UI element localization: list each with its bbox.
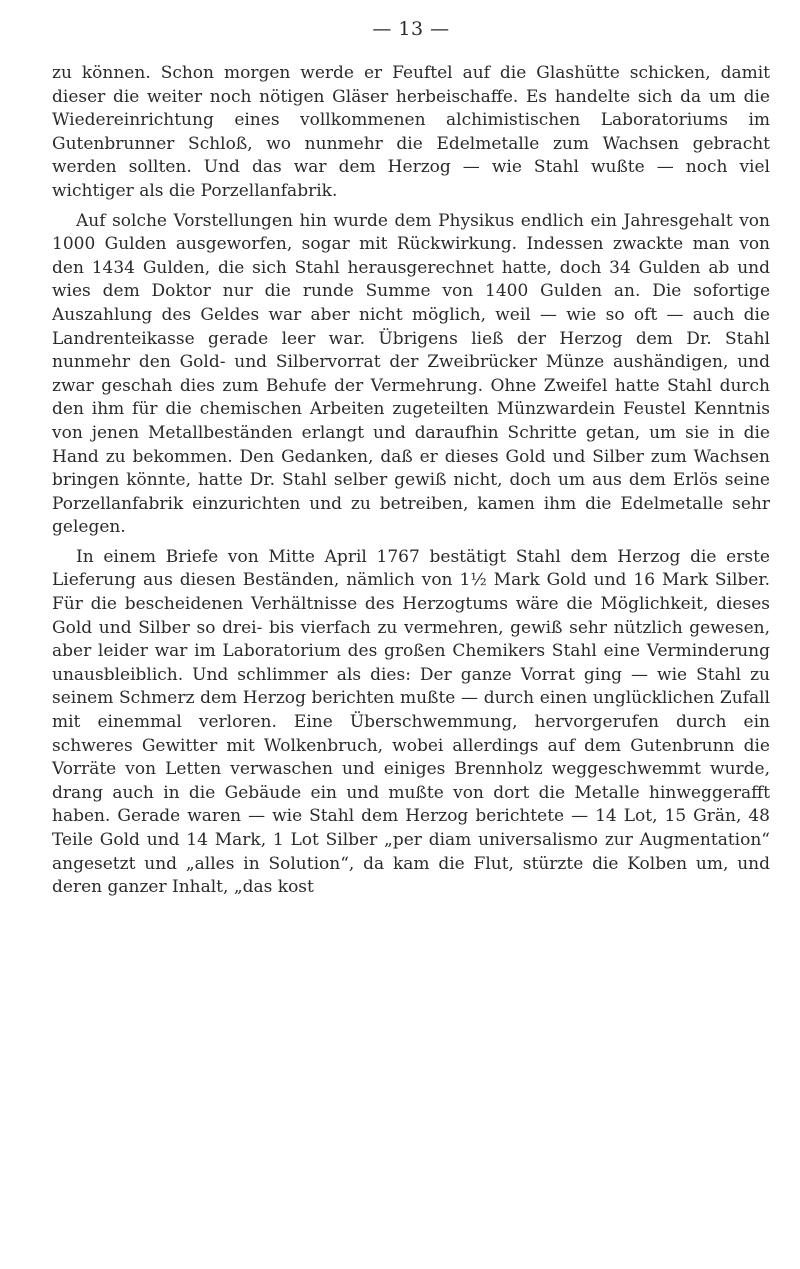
book-page [52, 18, 770, 900]
paragraph-3: In einem Briefe von Mitte April 1767 bestätigt Stahl dem Herzog die erste Lieferung aus diesen Beständen, nämlich von 1½ Mark Gold und 16 Mark Silber. Für die bescheidenen Verhältnisse des Herzogtums wäre die Möglichkeit, dieses Gold und Silber so drei- bis vierfach zu vermehren, gewiß sehr nützlich gewesen, aber leider war im Laboratorium des großen Chemikers Stahl eine Verminderung unausbleiblich. Und schlimmer als dies: Der ganze Vorrat ging — wie Stahl zu seinem Schmerz dem Herzog berichten mußte — durch einen unglücklichen Zufall mit einemmal verloren. Eine Überschwemmung, hervorgerufen durch ein schweres Gewitter mit Wolkenbruch, wobei allerdings auf dem Gutenbrunn die Vorräte von Letten verwaschen und einiges Brennholz weggeschwemmt wurde, drang auch in die Gebäude ein und mußte von dort die Metalle hinweggerafft haben. Gerade waren — wie Stahl dem Herzog berichtete — 14 Lot, 15 Grän, 48 Teile Gold und 14 Mark, 1 Lot Silber „per diam universalismo zur Augmentation“ angesetzt und „alles in Solution“, da kam die Flut, stürzte die Kolben um, und deren ganzer Inhalt, „das kost [52, 546, 770, 898]
paragraph-2: Auf solche Vorstellungen hin wurde dem Physikus endlich ein Jahresgehalt von 1000 Gulden ausgeworfen, sogar mit Rückwirkung. Indessen zwackte man von den 1434 Gulden, die sich Stahl herausgerechnet hatte, doch 34 Gulden ab und wies dem Doktor nur die runde Summe von 1400 Gulden an. Die sofortige Auszahlung des Geldes war aber nicht möglich, weil — wie so oft — auch die Landrenteikasse gerade leer war. Übrigens ließ der Herzog dem Dr. Stahl nunmehr den Gold- und Silbervorrat der Zweibrücker Münze aushändigen, und zwar geschah dies zum Behufe der Vermehrung. Ohne Zweifel hatte Stahl durch den ihm für die chemischen Arbeiten zugeteilten Münzwardein Feustel Kenntnis von jenen Metallbeständen erlangt und daraufhin Schritte getan, um sie in die Hand zu bekommen. Den Gedanken, daß er dieses Gold und Silber zum Wachsen bringen könnte, hatte Dr. Stahl selber gewiß nicht, doch um aus dem Erlös seine Porzellanfabrik einzurichten und zu betreiben, kamen ihm die Edelmetalle sehr gelegen. [52, 210, 770, 538]
page-number: — 13 — [372, 18, 450, 40]
paragraph-1: zu können. Schon morgen werde er Feuftel auf die Glashütte schicken, damit dieser die weiter noch nötigen Gläser herbeischaffe. Es handelte sich da um die Wiedereinrichtung eines vollkommenen alchimistischen Laboratoriums im Gutenbrunner Schloß, wo nunmehr die Edelmetalle zum Wachsen gebracht werden sollten. Und das war dem Herzog — wie Stahl wußte — noch viel wichtiger als die Porzellanfabrik. [52, 63, 770, 201]
